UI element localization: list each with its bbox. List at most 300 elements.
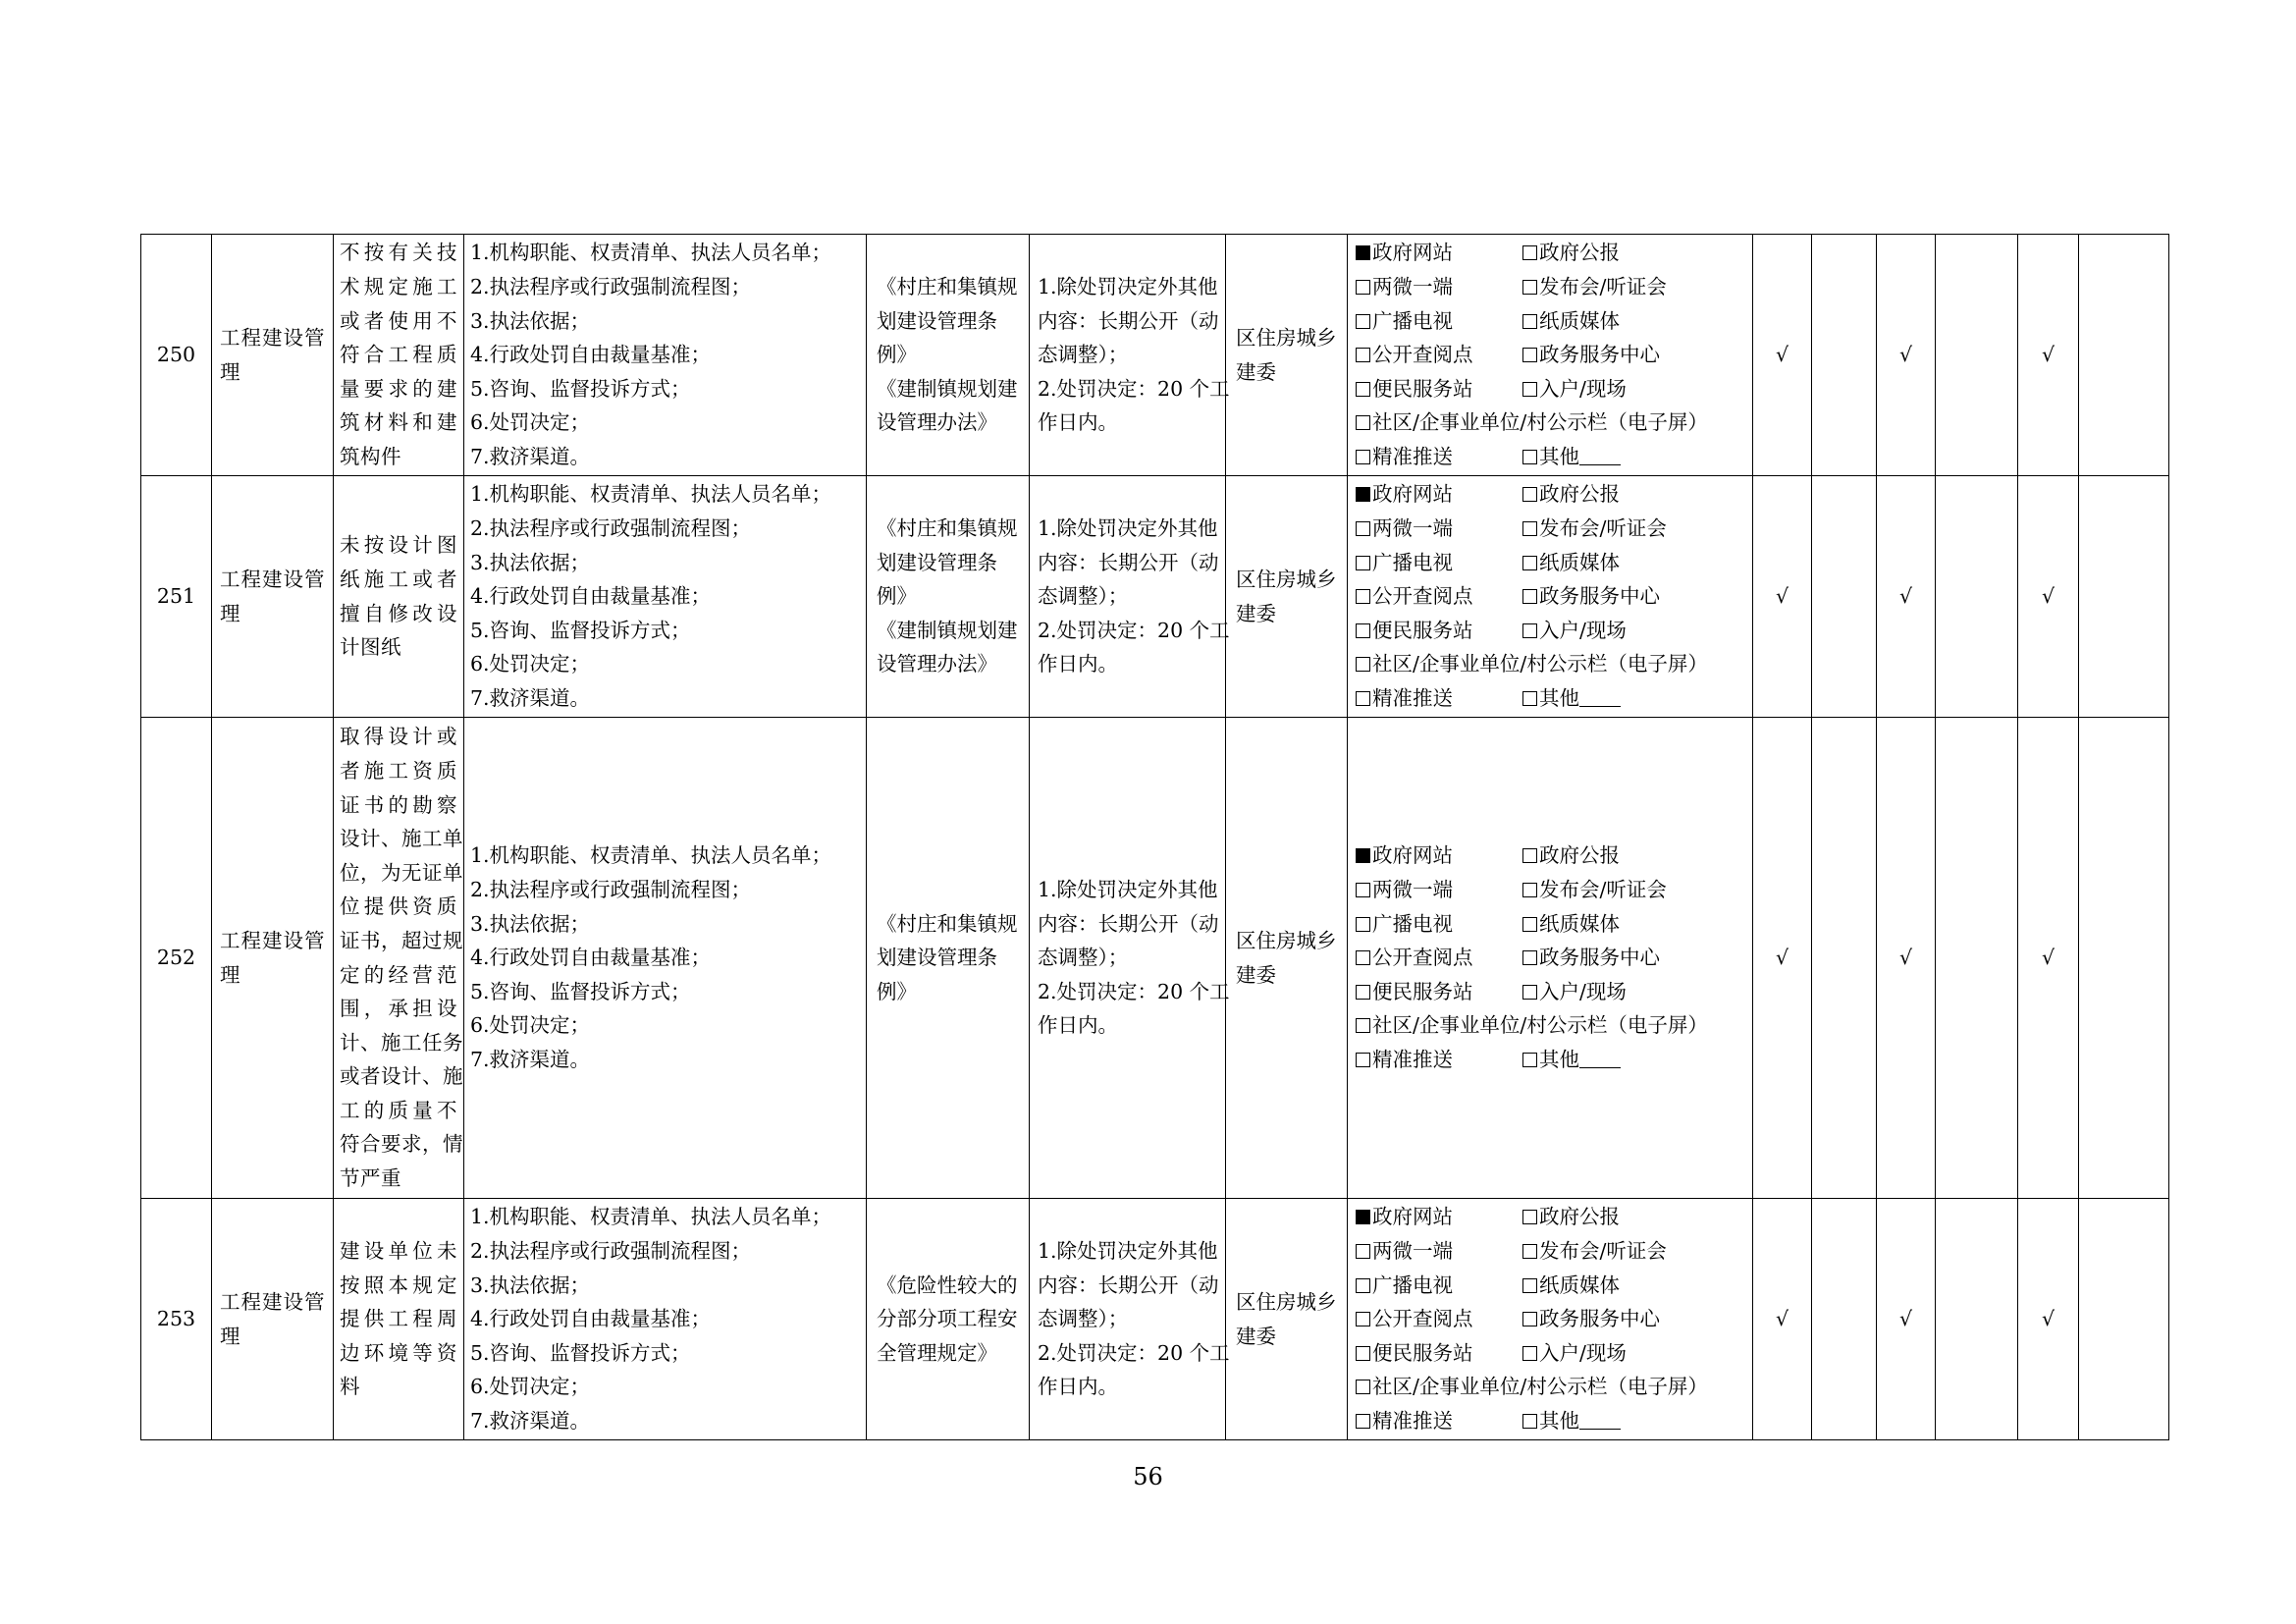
checkbox-icon bbox=[1356, 1346, 1370, 1361]
timing-line: 2.处罚决定：20 个工 bbox=[1038, 376, 1230, 401]
fill-in-blank bbox=[1579, 1411, 1621, 1430]
subject-line: 取得设计或 bbox=[340, 725, 457, 749]
fill-in-blank bbox=[1579, 447, 1621, 465]
channel-label: 其他 bbox=[1539, 1408, 1579, 1433]
legal-basis-line: 《村庄和集镇规 bbox=[877, 275, 1018, 299]
check-mark-icon: √ bbox=[1775, 946, 1789, 970]
channel-label: 便民服务站 bbox=[1372, 376, 1473, 401]
timing-cell bbox=[1030, 235, 1230, 476]
channel-row bbox=[1356, 873, 1752, 907]
department-line: 区住房城乡 bbox=[1236, 1289, 1337, 1314]
checkbox-icon bbox=[1522, 382, 1537, 397]
channel-label: 其他 bbox=[1539, 444, 1579, 468]
subject-line: 者施工资质 bbox=[340, 758, 457, 783]
disclosure-item: 3.执法依据； bbox=[470, 911, 591, 936]
channel-label: 两微一端 bbox=[1372, 516, 1453, 541]
check-cell bbox=[2018, 476, 2079, 718]
channel-option-radio-tv bbox=[1356, 304, 1522, 339]
channel-option-bulletin-board bbox=[1356, 1370, 1708, 1404]
subject-line: 位提供资质 bbox=[340, 894, 457, 919]
table-row bbox=[141, 1199, 2169, 1440]
subject-line: 计、施工任务 bbox=[340, 1030, 463, 1055]
channel-label: 其他 bbox=[1539, 1047, 1579, 1071]
channel-label: 两微一端 bbox=[1372, 878, 1453, 902]
channel-row bbox=[1356, 681, 1752, 716]
channel-label: 纸质媒体 bbox=[1539, 550, 1620, 574]
page-number: 56 bbox=[1133, 1463, 1163, 1490]
timing-cell bbox=[1030, 718, 1230, 1199]
check-cell bbox=[2018, 718, 2079, 1199]
checkbox-icon bbox=[1522, 1053, 1537, 1067]
channel-option-service-center bbox=[1522, 343, 1660, 366]
disclosure-item: 1.机构职能、权责清单、执法人员名单； bbox=[470, 843, 832, 868]
channel-label: 入户/现场 bbox=[1539, 1340, 1627, 1365]
subject-cell bbox=[334, 476, 464, 718]
timing-line: 2.处罚决定：20 个工 bbox=[1038, 979, 1230, 1003]
channel-row bbox=[1356, 975, 1752, 1009]
channel-option-door-to-door bbox=[1522, 619, 1627, 642]
channel-row bbox=[1356, 304, 1752, 339]
subject-line: 按照本规定 bbox=[340, 1272, 457, 1297]
channel-label: 发布会/听证会 bbox=[1539, 516, 1667, 541]
subject-line: 不按有关技 bbox=[340, 241, 457, 265]
channel-row bbox=[1356, 1043, 1752, 1077]
channel-label: 公开查阅点 bbox=[1372, 584, 1473, 609]
channel-row bbox=[1356, 512, 1752, 546]
channel-label: 公开查阅点 bbox=[1372, 946, 1473, 970]
channel-row bbox=[1356, 647, 1752, 681]
channel-label: 政府网站 bbox=[1372, 482, 1453, 507]
channel-label: 政务服务中心 bbox=[1539, 584, 1660, 609]
fill-in-blank bbox=[1579, 1050, 1621, 1068]
row-number bbox=[141, 1199, 212, 1440]
legal-basis-line: 《村庄和集镇规 bbox=[877, 516, 1018, 541]
channel-option-two-micro-one-app bbox=[1356, 1234, 1522, 1269]
channel-row bbox=[1356, 1269, 1752, 1303]
disclosure-item: 2.执法程序或行政强制流程图； bbox=[470, 275, 752, 299]
check-cell bbox=[1753, 476, 1812, 718]
disclosure-item: 4.行政处罚自由裁量基准； bbox=[470, 946, 712, 970]
disclosure-item: 6.处罚决定； bbox=[470, 410, 591, 435]
channel-label: 社区/企事业单位/村公示栏（电子屏） bbox=[1372, 652, 1708, 677]
row-number bbox=[141, 718, 212, 1199]
channels-cell bbox=[1348, 718, 1753, 1199]
channel-option-paper-media bbox=[1522, 551, 1620, 574]
channel-option-bulletin-board bbox=[1356, 647, 1708, 681]
category-cell bbox=[212, 476, 334, 718]
empty-cell bbox=[1812, 476, 1877, 718]
channel-option-government-website bbox=[1356, 236, 1522, 270]
timing-line: 2.处罚决定：20 个工 bbox=[1038, 1340, 1230, 1365]
channel-option-public-reading-point bbox=[1356, 579, 1522, 614]
channel-option-convenience-station bbox=[1356, 614, 1522, 648]
channel-label: 广播电视 bbox=[1372, 1272, 1453, 1297]
disclosure-item: 2.执法程序或行政强制流程图； bbox=[470, 878, 752, 902]
subject-line: 或者使用不 bbox=[340, 308, 457, 333]
channel-row bbox=[1356, 1404, 1752, 1438]
subject-line: 证书，超过规 bbox=[340, 928, 463, 952]
check-cell bbox=[1877, 235, 1936, 476]
disclosure-item: 5.咨询、监督投诉方式； bbox=[470, 376, 691, 401]
timing-line: 1.除处罚决定外其他 bbox=[1038, 878, 1218, 902]
checkbox-icon bbox=[1356, 985, 1370, 1000]
timing-line: 内容：长期公开（动 bbox=[1038, 1272, 1219, 1297]
empty-cell bbox=[1936, 235, 2018, 476]
channel-option-paper-media bbox=[1522, 309, 1620, 333]
checkbox-icon bbox=[1522, 245, 1537, 260]
subject-line: 筑材料和建 bbox=[340, 410, 457, 435]
checkbox-icon bbox=[1522, 917, 1537, 932]
category-line: 理 bbox=[220, 601, 241, 625]
checkbox-icon bbox=[1356, 1414, 1370, 1429]
channel-label: 精准推送 bbox=[1372, 685, 1453, 710]
timing-line: 作日内。 bbox=[1038, 652, 1118, 677]
channel-option-service-center bbox=[1522, 946, 1660, 969]
checkbox-icon bbox=[1522, 1210, 1537, 1224]
legal-basis-line: 全管理规定》 bbox=[877, 1340, 997, 1365]
check-mark-icon: √ bbox=[1775, 1307, 1789, 1331]
timing-line: 1.除处罚决定外其他 bbox=[1038, 1239, 1218, 1264]
subject-line: 证书的勘察 bbox=[340, 792, 457, 817]
check-cell bbox=[1877, 1199, 1936, 1440]
timing-line: 1.除处罚决定外其他 bbox=[1038, 275, 1218, 299]
disclosure-item: 7.救济渠道。 bbox=[470, 444, 591, 468]
empty-cell bbox=[1812, 1199, 1877, 1440]
channel-option-service-center bbox=[1522, 584, 1660, 608]
channel-label: 便民服务站 bbox=[1372, 979, 1473, 1003]
disclosure-item: 7.救济渠道。 bbox=[470, 1047, 591, 1071]
category-line: 工程建设管 bbox=[220, 325, 326, 350]
checkbox-icon bbox=[1356, 1312, 1370, 1326]
channel-row bbox=[1356, 546, 1752, 580]
check-mark-icon: √ bbox=[1775, 584, 1789, 609]
checkbox-icon bbox=[1356, 1244, 1370, 1259]
disclosure-item: 2.执法程序或行政强制流程图； bbox=[470, 516, 752, 541]
check-cell bbox=[2018, 1199, 2079, 1440]
check-mark-icon: √ bbox=[2041, 946, 2056, 970]
department-line: 区住房城乡 bbox=[1236, 567, 1337, 591]
disclosure-items-cell bbox=[464, 476, 867, 718]
disclosure-items-cell bbox=[464, 1199, 867, 1440]
channel-label: 便民服务站 bbox=[1372, 1340, 1473, 1365]
checked-box-icon bbox=[1356, 848, 1370, 863]
channel-option-radio-tv bbox=[1356, 546, 1522, 580]
channel-option-government-gazette bbox=[1522, 241, 1620, 264]
disclosure-item: 6.处罚决定； bbox=[470, 1375, 591, 1399]
channel-label: 政府公报 bbox=[1539, 843, 1620, 868]
disclosure-items-cell bbox=[464, 718, 867, 1199]
subject-line: 术规定施工 bbox=[340, 275, 457, 299]
row-number-text: 252 bbox=[156, 946, 196, 970]
channel-option-other bbox=[1522, 1409, 1621, 1433]
timing-line: 内容：长期公开（动 bbox=[1038, 911, 1219, 936]
checkbox-icon bbox=[1522, 883, 1537, 897]
check-mark-icon: √ bbox=[2041, 584, 2056, 609]
checkbox-icon bbox=[1522, 950, 1537, 965]
channel-option-bulletin-board bbox=[1356, 406, 1708, 440]
channel-option-two-micro-one-app bbox=[1356, 270, 1522, 304]
channel-option-precise-push bbox=[1356, 681, 1522, 716]
table-row bbox=[141, 235, 2169, 476]
category-line: 工程建设管 bbox=[220, 928, 326, 952]
channel-row bbox=[1356, 1008, 1752, 1043]
row-number bbox=[141, 476, 212, 718]
check-mark-icon: √ bbox=[1775, 343, 1789, 367]
subject-cell bbox=[334, 235, 464, 476]
subject-line: 设计、施工单 bbox=[340, 827, 463, 851]
checkbox-icon bbox=[1356, 691, 1370, 706]
channel-label: 公开查阅点 bbox=[1372, 1307, 1473, 1331]
department-cell bbox=[1226, 1199, 1348, 1440]
checked-box-icon bbox=[1356, 1210, 1370, 1224]
category-line: 理 bbox=[220, 962, 241, 987]
checkbox-icon bbox=[1522, 450, 1537, 464]
disclosure-item: 6.处罚决定； bbox=[470, 652, 591, 677]
channel-option-radio-tv bbox=[1356, 1269, 1522, 1303]
checkbox-icon bbox=[1356, 1018, 1370, 1033]
subject-line: 未按设计图 bbox=[340, 533, 457, 558]
disclosure-item: 5.咨询、监督投诉方式； bbox=[470, 979, 691, 1003]
checkbox-icon bbox=[1356, 348, 1370, 362]
checked-box-icon bbox=[1356, 245, 1370, 260]
row-number-text: 253 bbox=[156, 1307, 196, 1331]
channel-option-government-gazette bbox=[1522, 843, 1620, 867]
timing-cell bbox=[1030, 476, 1230, 718]
check-mark-icon: √ bbox=[2041, 1307, 2056, 1331]
subject-line: 建设单位未 bbox=[340, 1239, 457, 1264]
empty-cell bbox=[2079, 476, 2169, 718]
department-line: 建委 bbox=[1236, 1324, 1276, 1348]
disclosure-table bbox=[140, 234, 2169, 1440]
channel-label: 其他 bbox=[1539, 685, 1579, 710]
channel-row bbox=[1356, 579, 1752, 614]
channel-row bbox=[1356, 1234, 1752, 1269]
legal-basis-line: 划建设管理条 bbox=[877, 946, 997, 970]
channel-label: 发布会/听证会 bbox=[1539, 1239, 1667, 1264]
channel-option-two-micro-one-app bbox=[1356, 873, 1522, 907]
checkbox-icon bbox=[1356, 280, 1370, 295]
subject-line: 围，承担设 bbox=[340, 997, 457, 1021]
channel-option-press-conference bbox=[1522, 1239, 1667, 1263]
disclosure-item: 7.救济渠道。 bbox=[470, 1408, 591, 1433]
checkbox-icon bbox=[1356, 623, 1370, 638]
checkbox-icon bbox=[1522, 348, 1537, 362]
channel-row bbox=[1356, 477, 1752, 512]
subject-line: 提供工程周 bbox=[340, 1307, 457, 1331]
check-cell bbox=[1877, 476, 1936, 718]
channel-label: 社区/企事业单位/村公示栏（电子屏） bbox=[1372, 1013, 1708, 1038]
checkbox-icon bbox=[1522, 691, 1537, 706]
channels-cell bbox=[1348, 476, 1753, 718]
disclosure-item: 4.行政处罚自由裁量基准； bbox=[470, 343, 712, 367]
timing-cell bbox=[1030, 1199, 1230, 1440]
channel-label: 政务服务中心 bbox=[1539, 946, 1660, 970]
legal-basis-line: 设管理办法》 bbox=[877, 652, 997, 677]
subject-line: 符合工程质 bbox=[340, 343, 457, 367]
check-mark-icon: √ bbox=[1898, 584, 1913, 609]
department-line: 建委 bbox=[1236, 962, 1276, 987]
channel-label: 精准推送 bbox=[1372, 1408, 1453, 1433]
checkbox-icon bbox=[1522, 521, 1537, 536]
fill-in-blank bbox=[1579, 688, 1621, 707]
department-line: 区住房城乡 bbox=[1236, 325, 1337, 350]
channel-row bbox=[1356, 839, 1752, 873]
channel-row bbox=[1356, 270, 1752, 304]
channel-label: 广播电视 bbox=[1372, 550, 1453, 574]
channel-label: 政府公报 bbox=[1539, 241, 1620, 265]
timing-line: 态调整）； bbox=[1038, 343, 1129, 367]
channel-label: 政府公报 bbox=[1539, 1205, 1620, 1229]
subject-line: 筑构件 bbox=[340, 444, 401, 468]
channel-label: 广播电视 bbox=[1372, 911, 1453, 936]
channel-option-other bbox=[1522, 686, 1621, 710]
category-cell bbox=[212, 235, 334, 476]
channel-label: 政务服务中心 bbox=[1539, 1307, 1660, 1331]
timing-line: 态调整）； bbox=[1038, 946, 1129, 970]
checkbox-icon bbox=[1522, 280, 1537, 295]
channel-row bbox=[1356, 1302, 1752, 1336]
empty-cell bbox=[2079, 718, 2169, 1199]
channels-cell bbox=[1348, 1199, 1753, 1440]
checkbox-icon bbox=[1522, 1278, 1537, 1293]
channel-option-government-gazette bbox=[1522, 482, 1620, 506]
channel-label: 精准推送 bbox=[1372, 1047, 1453, 1071]
channel-label: 社区/企事业单位/村公示栏（电子屏） bbox=[1372, 410, 1708, 435]
subject-line: 计图纸 bbox=[340, 635, 401, 660]
legal-basis-line: 《村庄和集镇规 bbox=[877, 911, 1018, 936]
channel-option-precise-push bbox=[1356, 1043, 1522, 1077]
empty-cell bbox=[1936, 718, 2018, 1199]
legal-basis-line: 《建制镇规划建 bbox=[877, 376, 1018, 401]
category-line: 工程建设管 bbox=[220, 567, 326, 591]
legal-basis-cell bbox=[867, 476, 1030, 718]
subject-cell bbox=[334, 718, 464, 1199]
check-cell bbox=[1753, 235, 1812, 476]
channel-label: 政府网站 bbox=[1372, 1205, 1453, 1229]
subject-cell bbox=[334, 1199, 464, 1440]
channel-option-government-website bbox=[1356, 477, 1522, 512]
checkbox-icon bbox=[1522, 589, 1537, 604]
channel-option-press-conference bbox=[1522, 878, 1667, 901]
channel-option-bulletin-board bbox=[1356, 1008, 1708, 1043]
channel-option-paper-media bbox=[1522, 1273, 1620, 1297]
checkbox-icon bbox=[1356, 950, 1370, 965]
subject-line: 量要求的建 bbox=[340, 376, 457, 401]
channel-row bbox=[1356, 236, 1752, 270]
channel-option-precise-push bbox=[1356, 440, 1522, 474]
disclosure-item: 6.处罚决定； bbox=[470, 1013, 591, 1038]
empty-cell bbox=[1936, 476, 2018, 718]
category-line: 理 bbox=[220, 359, 241, 384]
channel-option-public-reading-point bbox=[1356, 338, 1522, 372]
channel-option-press-conference bbox=[1522, 275, 1667, 298]
channel-label: 两微一端 bbox=[1372, 1239, 1453, 1264]
channel-row bbox=[1356, 1200, 1752, 1234]
channel-option-press-conference bbox=[1522, 516, 1667, 540]
subject-line: 符合要求，情 bbox=[340, 1132, 463, 1157]
channel-option-public-reading-point bbox=[1356, 941, 1522, 975]
disclosure-item: 5.咨询、监督投诉方式； bbox=[470, 618, 691, 642]
subject-line: 工的质量不 bbox=[340, 1098, 457, 1122]
channel-label: 政务服务中心 bbox=[1539, 343, 1660, 367]
channel-row bbox=[1356, 907, 1752, 942]
disclosure-items-cell bbox=[464, 235, 867, 476]
subject-line: 边环境等资 bbox=[340, 1340, 457, 1365]
check-cell bbox=[1877, 718, 1936, 1199]
channel-option-door-to-door bbox=[1522, 377, 1627, 401]
subject-line: 纸施工或者 bbox=[340, 567, 457, 591]
checkbox-icon bbox=[1522, 848, 1537, 863]
channel-option-other bbox=[1522, 1048, 1621, 1071]
channel-option-government-website bbox=[1356, 839, 1522, 873]
subject-line: 定的经营范 bbox=[340, 962, 457, 987]
subject-line: 节严重 bbox=[340, 1166, 401, 1191]
channel-label: 便民服务站 bbox=[1372, 618, 1473, 642]
channel-label: 入户/现场 bbox=[1539, 979, 1627, 1003]
empty-cell bbox=[2079, 1199, 2169, 1440]
channel-row bbox=[1356, 440, 1752, 474]
empty-cell bbox=[1812, 718, 1877, 1199]
channel-row bbox=[1356, 372, 1752, 406]
checkbox-icon bbox=[1356, 917, 1370, 932]
legal-basis-cell bbox=[867, 235, 1030, 476]
checkbox-icon bbox=[1522, 623, 1537, 638]
disclosure-item: 1.机构职能、权责清单、执法人员名单； bbox=[470, 241, 832, 265]
legal-basis-cell bbox=[867, 718, 1030, 1199]
disclosure-item: 1.机构职能、权责清单、执法人员名单； bbox=[470, 482, 832, 507]
disclosure-item: 5.咨询、监督投诉方式； bbox=[470, 1340, 691, 1365]
timing-line: 作日内。 bbox=[1038, 410, 1118, 435]
checkbox-icon bbox=[1522, 556, 1537, 570]
legal-basis-line: 《建制镇规划建 bbox=[877, 618, 1018, 642]
channel-label: 纸质媒体 bbox=[1539, 308, 1620, 333]
disclosure-item: 2.执法程序或行政强制流程图； bbox=[470, 1239, 752, 1264]
check-cell bbox=[1753, 1199, 1812, 1440]
disclosure-item: 3.执法依据； bbox=[470, 1272, 591, 1297]
category-line: 工程建设管 bbox=[220, 1289, 326, 1314]
timing-line: 作日内。 bbox=[1038, 1013, 1118, 1038]
department-line: 建委 bbox=[1236, 359, 1276, 384]
table-row bbox=[141, 718, 2169, 1199]
checkbox-icon bbox=[1356, 1053, 1370, 1067]
channel-row bbox=[1356, 614, 1752, 648]
subject-line: 料 bbox=[340, 1375, 360, 1399]
channel-label: 公开查阅点 bbox=[1372, 343, 1473, 367]
category-cell bbox=[212, 718, 334, 1199]
subject-line: 擅自修改设 bbox=[340, 601, 457, 625]
channel-label: 发布会/听证会 bbox=[1539, 878, 1667, 902]
channel-label: 精准推送 bbox=[1372, 444, 1453, 468]
checkbox-icon bbox=[1356, 314, 1370, 329]
legal-basis-line: 设管理办法》 bbox=[877, 410, 997, 435]
department-cell bbox=[1226, 235, 1348, 476]
channel-option-government-gazette bbox=[1522, 1205, 1620, 1228]
checkbox-icon bbox=[1356, 415, 1370, 430]
channel-label: 两微一端 bbox=[1372, 275, 1453, 299]
checkbox-icon bbox=[1356, 450, 1370, 464]
check-mark-icon: √ bbox=[1898, 343, 1913, 367]
disclosure-item: 4.行政处罚自由裁量基准； bbox=[470, 1307, 712, 1331]
empty-cell bbox=[1936, 1199, 2018, 1440]
subject-line: 或者设计、施 bbox=[340, 1064, 463, 1089]
timing-line: 态调整）； bbox=[1038, 584, 1129, 609]
channel-label: 入户/现场 bbox=[1539, 618, 1627, 642]
checkbox-icon bbox=[1522, 1244, 1537, 1259]
checkbox-icon bbox=[1356, 382, 1370, 397]
timing-line: 1.除处罚决定外其他 bbox=[1038, 516, 1218, 541]
legal-basis-line: 分部分项工程安 bbox=[877, 1307, 1018, 1331]
channel-option-radio-tv bbox=[1356, 907, 1522, 942]
